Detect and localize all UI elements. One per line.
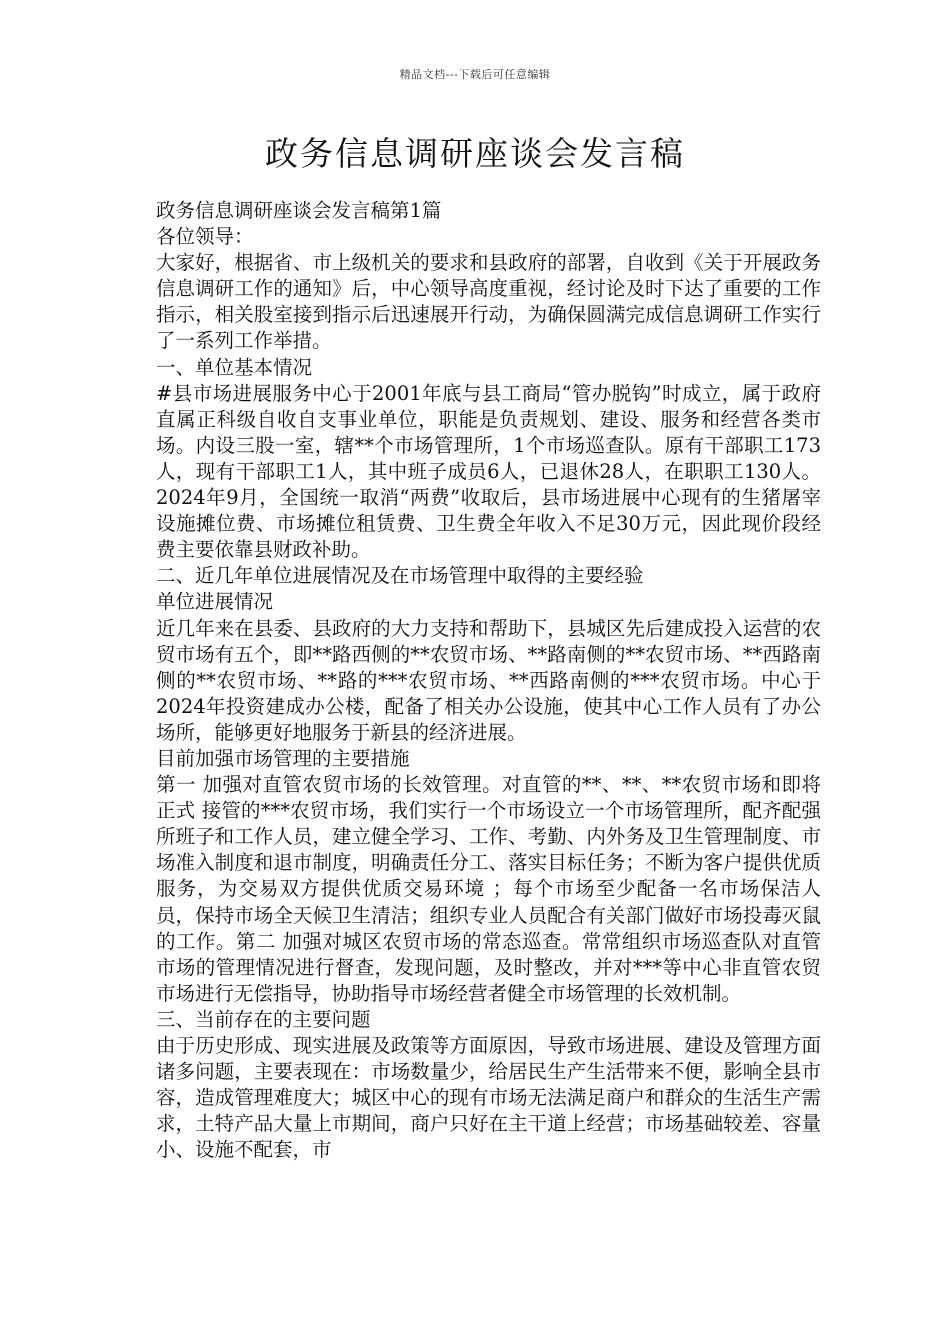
body-paragraph: 大家好，根据省、市上级机关的要求和县政府的部署，自收到《关于开展政务信息调研工作的通知》后，中心领导高度重视，经讨论及时下达了重要的工作指示，相关股室接到指示后迅速展开行动，为确保圆满完成信息调研工作实行了一系列工作举措。 — [156, 251, 821, 353]
section-heading: 二、近几年单位进展情况及在市场管理中取得的主要经验 — [156, 564, 644, 588]
document-title: 政务信息调研座谈会发言稿 — [265, 134, 685, 173]
body-paragraph: 第一 加强对直管农贸市场的长效管理。对直管的**、**、**农贸市场和即将正式 接管的***农贸市场，我们实行一个市场设立一个市场管理所，配齐配强所班子和工作人员，建立健全学习、工作、考勤、内外务及卫生管理制度、市场准入制度和退市制度，明确责任分工、落实目标任务；不断为客户提供优质服务，为交易双方提供优质交易环境 ；每个市场至少配备一名市场保洁人员，保持市场全天候卫生清洁；组织专业人员配合有关部门做好市场投毒灭鼠的工作。第二 加强对城区农贸市场的常态巡查。常常组织市场巡查队对直管市场的管理情况进行督查，发现问题，及时整改，并对***等中心非直管农贸市场进行无偿指导，协助指导市场经营者健全市场管理的长效机制。 — [156, 773, 821, 1005]
subsection-heading: 单位进展情况 — [156, 590, 274, 614]
page-header-note: 精品文档---下载后可任意编辑 — [399, 68, 551, 81]
document-body — [146, 198, 821, 1163]
subsection-heading: 目前加强市场管理的主要措施 — [156, 746, 410, 770]
body-paragraph: 近几年来在县委、县政府的大力支持和帮助下，县城区先后建成投入运营的农贸市场有五个，即**路西侧的**农贸市场、**路南侧的**农贸市场、**西路南侧的**农贸市场、**路的***农贸市场、**西路南侧的***农贸市场。中心于2024年投资建成办公楼，配备了相关办公设施，使其中心工作人员有了办公场所，能够更好地服务于新县的经济进展。 — [156, 616, 821, 744]
body-paragraph: #县市场进展服务中心于2001年底与县工商局“管办脱钩”时成立，属于政府直属正科级自收自支事业单位，职能是负责规划、建设、服务和经营各类市场。内设三股一室，辖**个市场管理所，1个市场巡查队。原有干部职工173人，现有干部职工1人，其中班子成员6人，已退休28人，在职职工130人。2024年9月，全国统一取消“两费”收取后，县市场进展中心现有的生猪屠宰设施摊位费、市场摊位租赁费、卫生费全年收入不足30万元，因此现价段经费主要依靠县财政补助。 — [156, 381, 821, 562]
salutation: 各位领导： — [156, 225, 254, 249]
section-heading: 三、当前存在的主要问题 — [156, 1007, 371, 1031]
body-paragraph: 由于历史形成、现实进展及政策等方面原因，导致市场进展、建设及管理方面诸多问题，主要表现在：市场数量少，给居民生产生活带来不便，影响全县市容，造成管理难度大；城区中心的现有市场无法满足商户和群众的生活生产需求，土特产品大量上市期间，商户只好在主干道上经营；市场基础较差、容量小、设施不配套，市 — [156, 1034, 821, 1162]
section-subtitle: 政务信息调研座谈会发言稿第1篇 — [156, 199, 442, 222]
section-heading: 一、单位基本情况 — [156, 355, 313, 379]
